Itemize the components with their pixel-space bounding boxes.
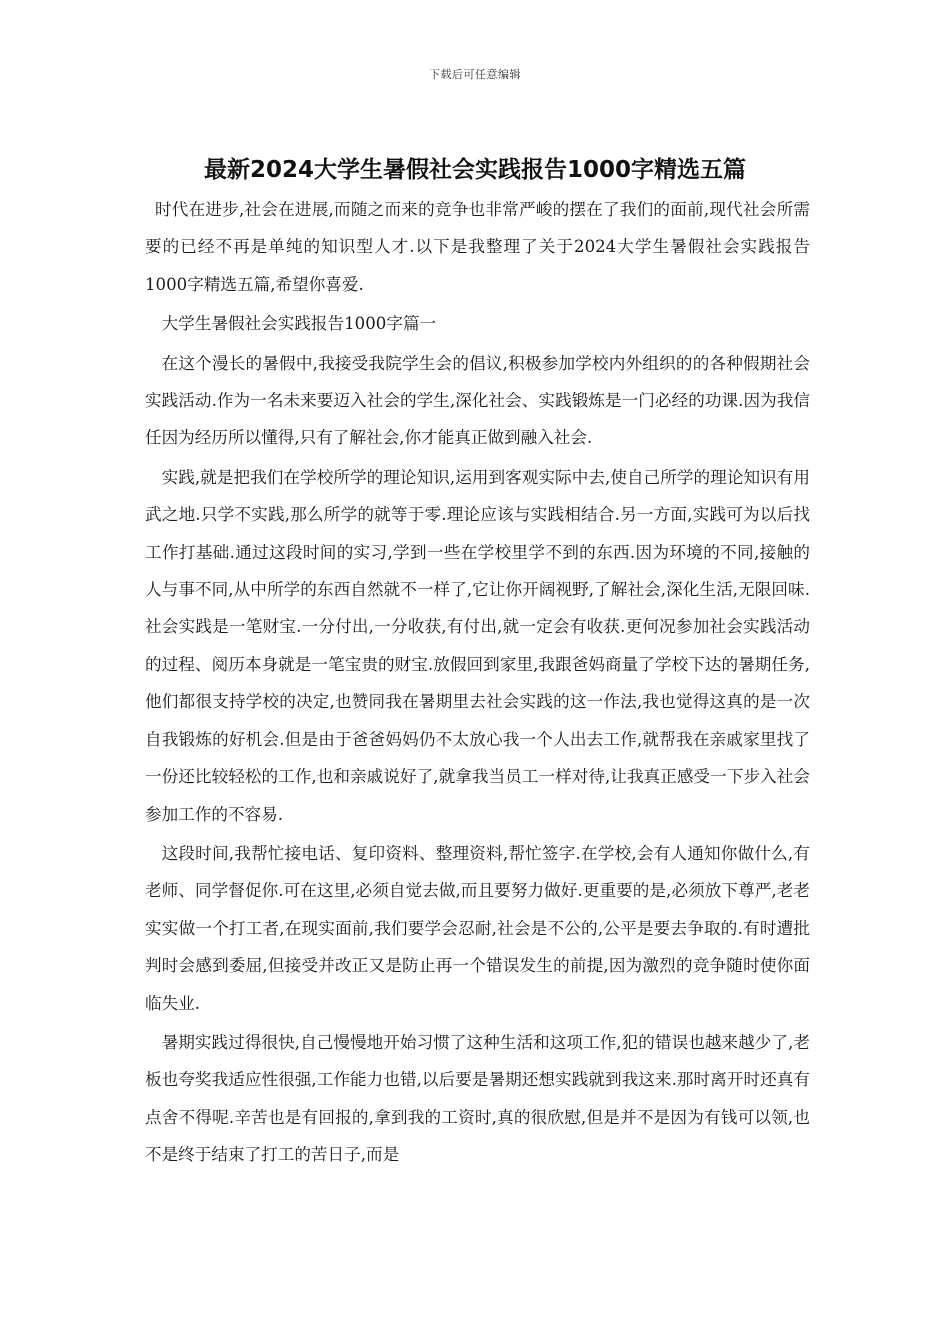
document-title: 最新2024大学生暑假社会实践报告1000字精选五篇 bbox=[203, 157, 747, 183]
body-paragraph: 暑期实践过得很快,自己慢慢地开始习惯了这种生活和这项工作,犯的错误也越来越少了,老板也夸奖我适应性很强,工作能力也错,以后要是暑期还想实践就到我这来.那时离开时还真有点舍不得呢.辛苦也是有回报的,拿到我的工资时,真的很欣慰,但是并不是因为有钱可以领,也不是终于结束了打工的苦日子,而是 bbox=[145, 1032, 810, 1165]
body-paragraph: 这段时间,我帮忙接电话、复印资料、整理资料,帮忙签字.在学校,会有人通知你做什么,有老师、同学督促你.可在这里,必须自觉去做,而且要努力做好.更重要的是,必须放下尊严,老老实实做一个打工者,在现实面前,我们要学会忍耐,社会是不公的,公平是要去争取的.有时遭批判时会感到委屈,但接受并改正又是防止再一个错误发生的前提,因为激烈的竞争随时使你面临失业. bbox=[145, 843, 810, 1013]
section-heading: 大学生暑假社会实践报告1000字篇一 bbox=[161, 314, 437, 334]
body-paragraph: 在这个漫长的暑假中,我接受我院学生会的倡议,积极参加学校内外组织的的各种假期社会实践活动.作为一名未来要迈入社会的学生,深化社会、实践锻炼是一门必经的功课.因为我信任因为经历所以懂得,只有了解社会,你才能真正做到融入社会. bbox=[145, 353, 810, 448]
document-body bbox=[145, 191, 810, 1176]
header-note: 下载后可任意编辑 bbox=[429, 68, 521, 81]
intro-paragraph: 时代在进步,社会在进展,而随之而来的竞争也非常严峻的摆在了我们的面前,现代社会所需要的已经不再是单纯的知识型人才.以下是我整理了关于2024大学生暑假社会实践报告1000字精选五篇,希望你喜爱. bbox=[145, 200, 810, 294]
body-paragraph: 实践,就是把我们在学校所学的理论知识,运用到客观实际中去,使自己所学的理论知识有用武之地.只学不实践,那么所学的就等于零.理论应该与实践相结合.另一方面,实践可为以后找工作打基础.通过这段时间的实习,学到一些在学校里学不到的东西.因为环境的不同,接触的人与事不同,从中所学的东西自然就不一样了,它让你开阔视野,了解社会,深化生活,无限回味.社会实践是一笔财宝.一分付出,一分收获,有付出,就一定会有收获.更何况参加社会实践活动的过程、阅历本身就是一笔宝贵的财宝.放假回到家里,我跟爸妈商量了学校下达的暑期任务,他们都很支持学校的决定,也赞同我在暑期里去社会实践的这一作法,我也觉得这真的是一次自我锻炼的好机会.但是由于爸爸妈妈仍不太放心我一个人出去工作,就帮我在亲戚家里找了一份还比较轻松的工作,也和亲戚说好了,就拿我当员工一样对待,让我真正感受一下步入社会参加工作的不容易. bbox=[145, 467, 810, 824]
